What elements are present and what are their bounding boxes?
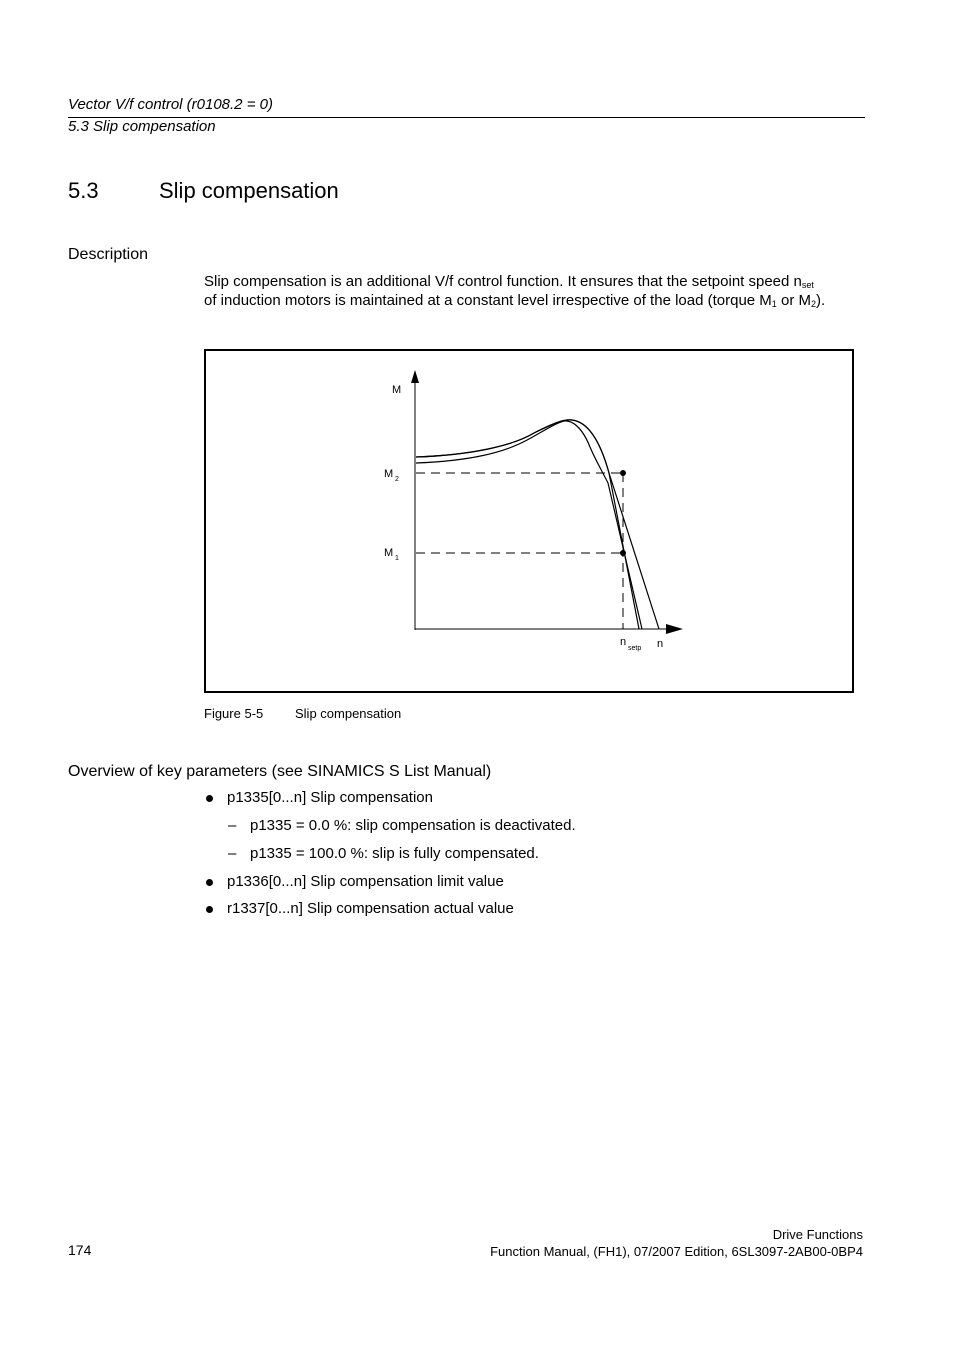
description-paragraph: Slip compensation is an additional V/f control function. It ensures that the setpoint speed $n_{set}$ of induction motors is maintained at a constant level irrespective of the load (torque $M_1$ or $M_2$). [204,273,826,309]
m1-subscript: 1 [395,555,399,562]
list-item: p1335 = 100.0 %: slip is fully compensated. [250,845,539,862]
figure-caption-number: Figure 5-5 [204,706,264,721]
dash-marker: – [228,817,237,834]
list-item: p1335[0...n] Slip compensation [227,789,433,806]
description-heading: Description [68,246,149,263]
section-title: Slip compensation [159,178,339,203]
list-item: p1335 = 0.0 %: slip compensation is deactivated. [250,817,576,834]
torque-curve-1 [416,421,642,629]
bullet-dot [206,906,213,913]
footer-document-type: Drive Functions [772,1227,863,1242]
list-item: r1337[0...n] Slip compensation actual value [227,900,514,917]
list-item: p1336[0...n] Slip compensation limit value [227,873,504,890]
bullet-dot [206,879,213,886]
operating-point-m1 [620,550,626,556]
x-axis-arrow [666,624,683,634]
bullet-dot [206,795,213,802]
nsetp-subscript: setp [628,645,642,652]
section-number: 5.3 [68,178,99,203]
operating-point-m2 [620,470,626,476]
nsetp-label: n [620,636,627,648]
m1-label: M [384,547,394,559]
x-axis-label: n [657,638,664,650]
y-axis-arrow [411,370,419,383]
header-rule [68,117,865,118]
running-header-section: 5.3 Slip compensation [68,118,216,135]
footer-manual-info: Function Manual, (FH1), 07/2007 Edition, 6SL3097-2AB00-0BP4 [490,1244,863,1259]
parameters-heading: Overview of key parameters (see SINAMICS S List Manual) [68,763,492,780]
page-number: 174 [68,1242,92,1258]
running-header-chapter: Vector V/f control (r0108.2 = 0) [68,96,273,113]
y-axis-label: M [392,384,402,396]
torque-curve-1 [416,420,639,629]
m2-subscript: 2 [395,476,399,483]
dash-marker: – [228,845,237,862]
figure-caption-title: Slip compensation [295,706,402,721]
m2-label: M [384,468,394,480]
slip-compensation-chart [204,349,854,693]
